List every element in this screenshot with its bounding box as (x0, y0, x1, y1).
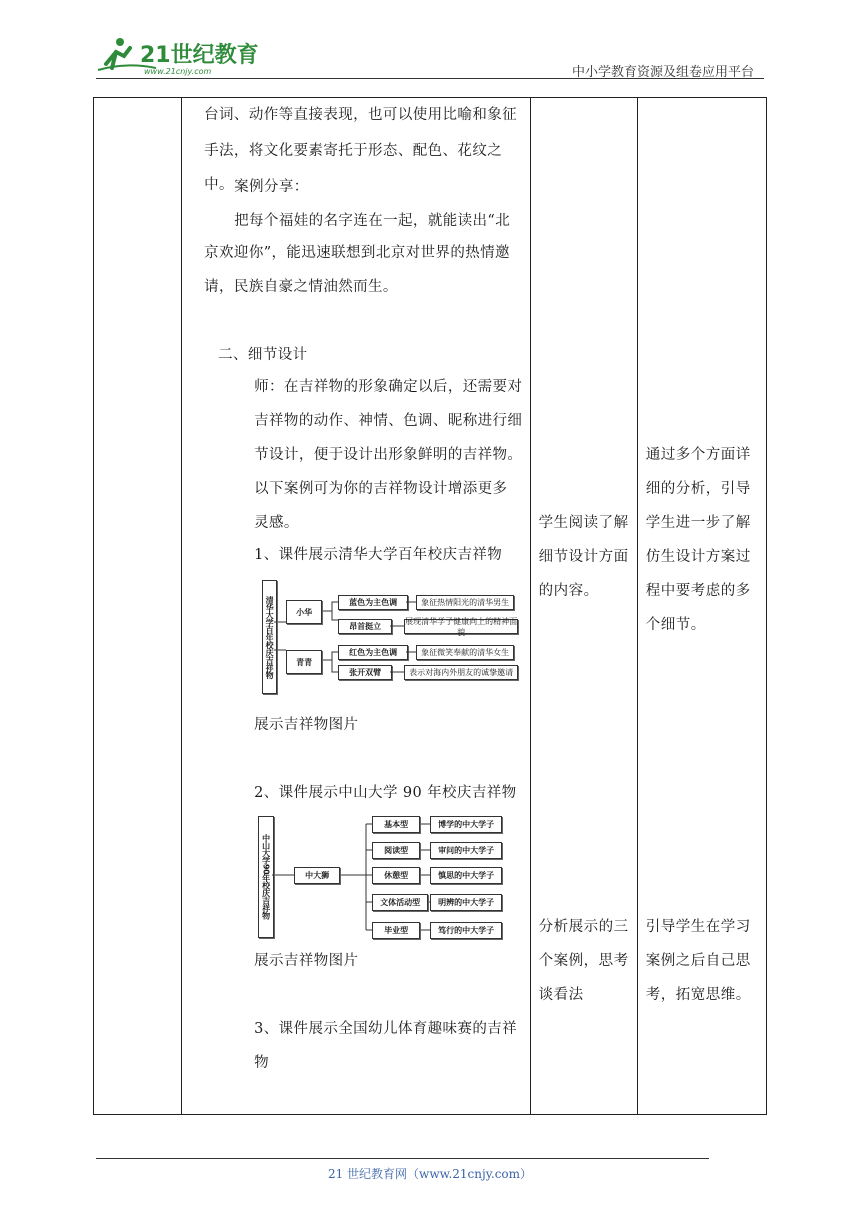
intent-text: 通过多个方面详 (645, 447, 751, 463)
col-student-activity (530, 98, 637, 1115)
intent-text: 引导学生在学习 (645, 919, 751, 935)
diagram-root: 清华大学百年校庆吉祥物 (262, 580, 277, 694)
intent-text: 学生进一步了解 (645, 515, 751, 531)
intent-text: 细的分析，引导 (645, 481, 751, 497)
student-text: 学生阅读了解 (538, 515, 629, 531)
diagram-leaf: 笃行的中大学子 (430, 922, 502, 939)
caption: 展示吉祥物图片 (254, 717, 359, 733)
case-item: 1、课件展示清华大学百年校庆吉祥物 (254, 547, 503, 563)
diagram-node: 青青 (286, 650, 322, 674)
student-text: 细节设计方面 (538, 549, 629, 565)
case-item: 3、课件展示全国幼儿体育趣味赛的吉祥 (254, 1021, 518, 1037)
diagram-node: 蓝色为主色调 (338, 595, 408, 610)
tsinghua-mascot-diagram (254, 576, 524, 696)
text-line: 吉祥物的动作、神情、色调、昵称进行细 (254, 413, 523, 429)
case-title: 案例分享： (234, 179, 309, 195)
diagram-node: 昂首挺立 (338, 619, 392, 634)
text-line: 师：在吉祥物的形象确定以后，还需要对 (254, 379, 523, 395)
footer-divider (96, 1158, 709, 1159)
student-text: 谈看法 (538, 987, 584, 1003)
platform-name: 中小学教育资源及组卷应用平台 (571, 65, 754, 80)
intent-text: 案例之后自己思 (645, 953, 751, 969)
diagram-node: 基本型 (372, 816, 420, 833)
lesson-table (93, 97, 767, 1115)
diagram-leaf: 博学的中大学子 (430, 816, 502, 833)
diagram-leaf: 象征微笑奉献的清华女生 (416, 645, 514, 660)
diagram-node: 阅读型 (372, 842, 420, 859)
col-teacher-activity (182, 98, 531, 1115)
diagram-leaf: 象征热情阳光的清华男生 (416, 595, 514, 610)
student-text: 的内容。 (538, 583, 599, 599)
col-design-intent (637, 98, 766, 1115)
diagram-node: 毕业型 (372, 922, 420, 939)
diagram-node: 张开双臂 (338, 665, 392, 680)
diagram-root: 中山大学90年校庆吉祥物 (258, 816, 274, 938)
diagram-leaf: 明辨的中大学子 (430, 894, 502, 911)
diagram-leaf: 表示对海内外朋友的诚挚邀请 (404, 665, 518, 680)
intent-text: 程中要考虑的多 (645, 583, 751, 599)
text-line: 节设计，便于设计出形象鲜明的吉祥物。 (254, 447, 523, 463)
text-line: 把每个福娃的名字连在一起，就能读出“北 (234, 213, 511, 229)
text-line: 请，民族自豪之情油然而生。 (204, 279, 398, 295)
text-line: 台词、动作等直接表现，也可以使用比喻和象征 (204, 107, 518, 123)
text-line: 以下案例可为你的吉祥物设计增添更多 (254, 481, 508, 497)
caption: 展示吉祥物图片 (254, 953, 359, 969)
diagram-node: 小华 (286, 600, 322, 624)
intent-text: 考，拓宽思维。 (645, 987, 751, 1003)
case-item: 2、课件展示中山大学 90 年校庆吉祥物 (254, 785, 517, 801)
student-text: 分析展示的三 (538, 919, 629, 935)
text-line: 物 (254, 1055, 270, 1071)
svg-text:www.21cnjy.com: www.21cnjy.com (144, 67, 212, 76)
svg-text:21世纪教育: 21世纪教育 (140, 43, 259, 68)
section-title: 二、细节设计 (218, 347, 308, 363)
diagram-leaf: 慎思的中大学子 (430, 867, 502, 884)
diagram-node: 文体活动型 (372, 894, 428, 911)
site-logo (96, 34, 266, 78)
header-divider (96, 78, 764, 79)
col-stage (94, 98, 182, 1115)
footer-link[interactable]: 21 世纪教育网（www.21cnjy.com） (327, 1167, 533, 1181)
sysu-mascot-diagram (256, 812, 528, 942)
diagram-node: 中大狮 (294, 867, 340, 884)
student-text: 个案例，思考 (538, 953, 629, 969)
intent-text: 仿生设计方案过 (645, 549, 751, 565)
diagram-leaf: 审问的中大学子 (430, 842, 502, 859)
diagram-node: 休憩型 (372, 867, 420, 884)
text-line: 手法，将文化要素寄托于形态、配色、花纹之中。 (204, 143, 503, 193)
diagram-leaf: 展现清华学子健康向上的精神面貌 (405, 616, 518, 637)
text-line: 京欢迎你”，能迅速联想到北京对世界的热情邀 (204, 245, 510, 261)
intent-text: 个细节。 (645, 617, 706, 633)
text-line: 灵感。 (254, 515, 299, 531)
diagram-node: 红色为主色调 (338, 645, 408, 660)
